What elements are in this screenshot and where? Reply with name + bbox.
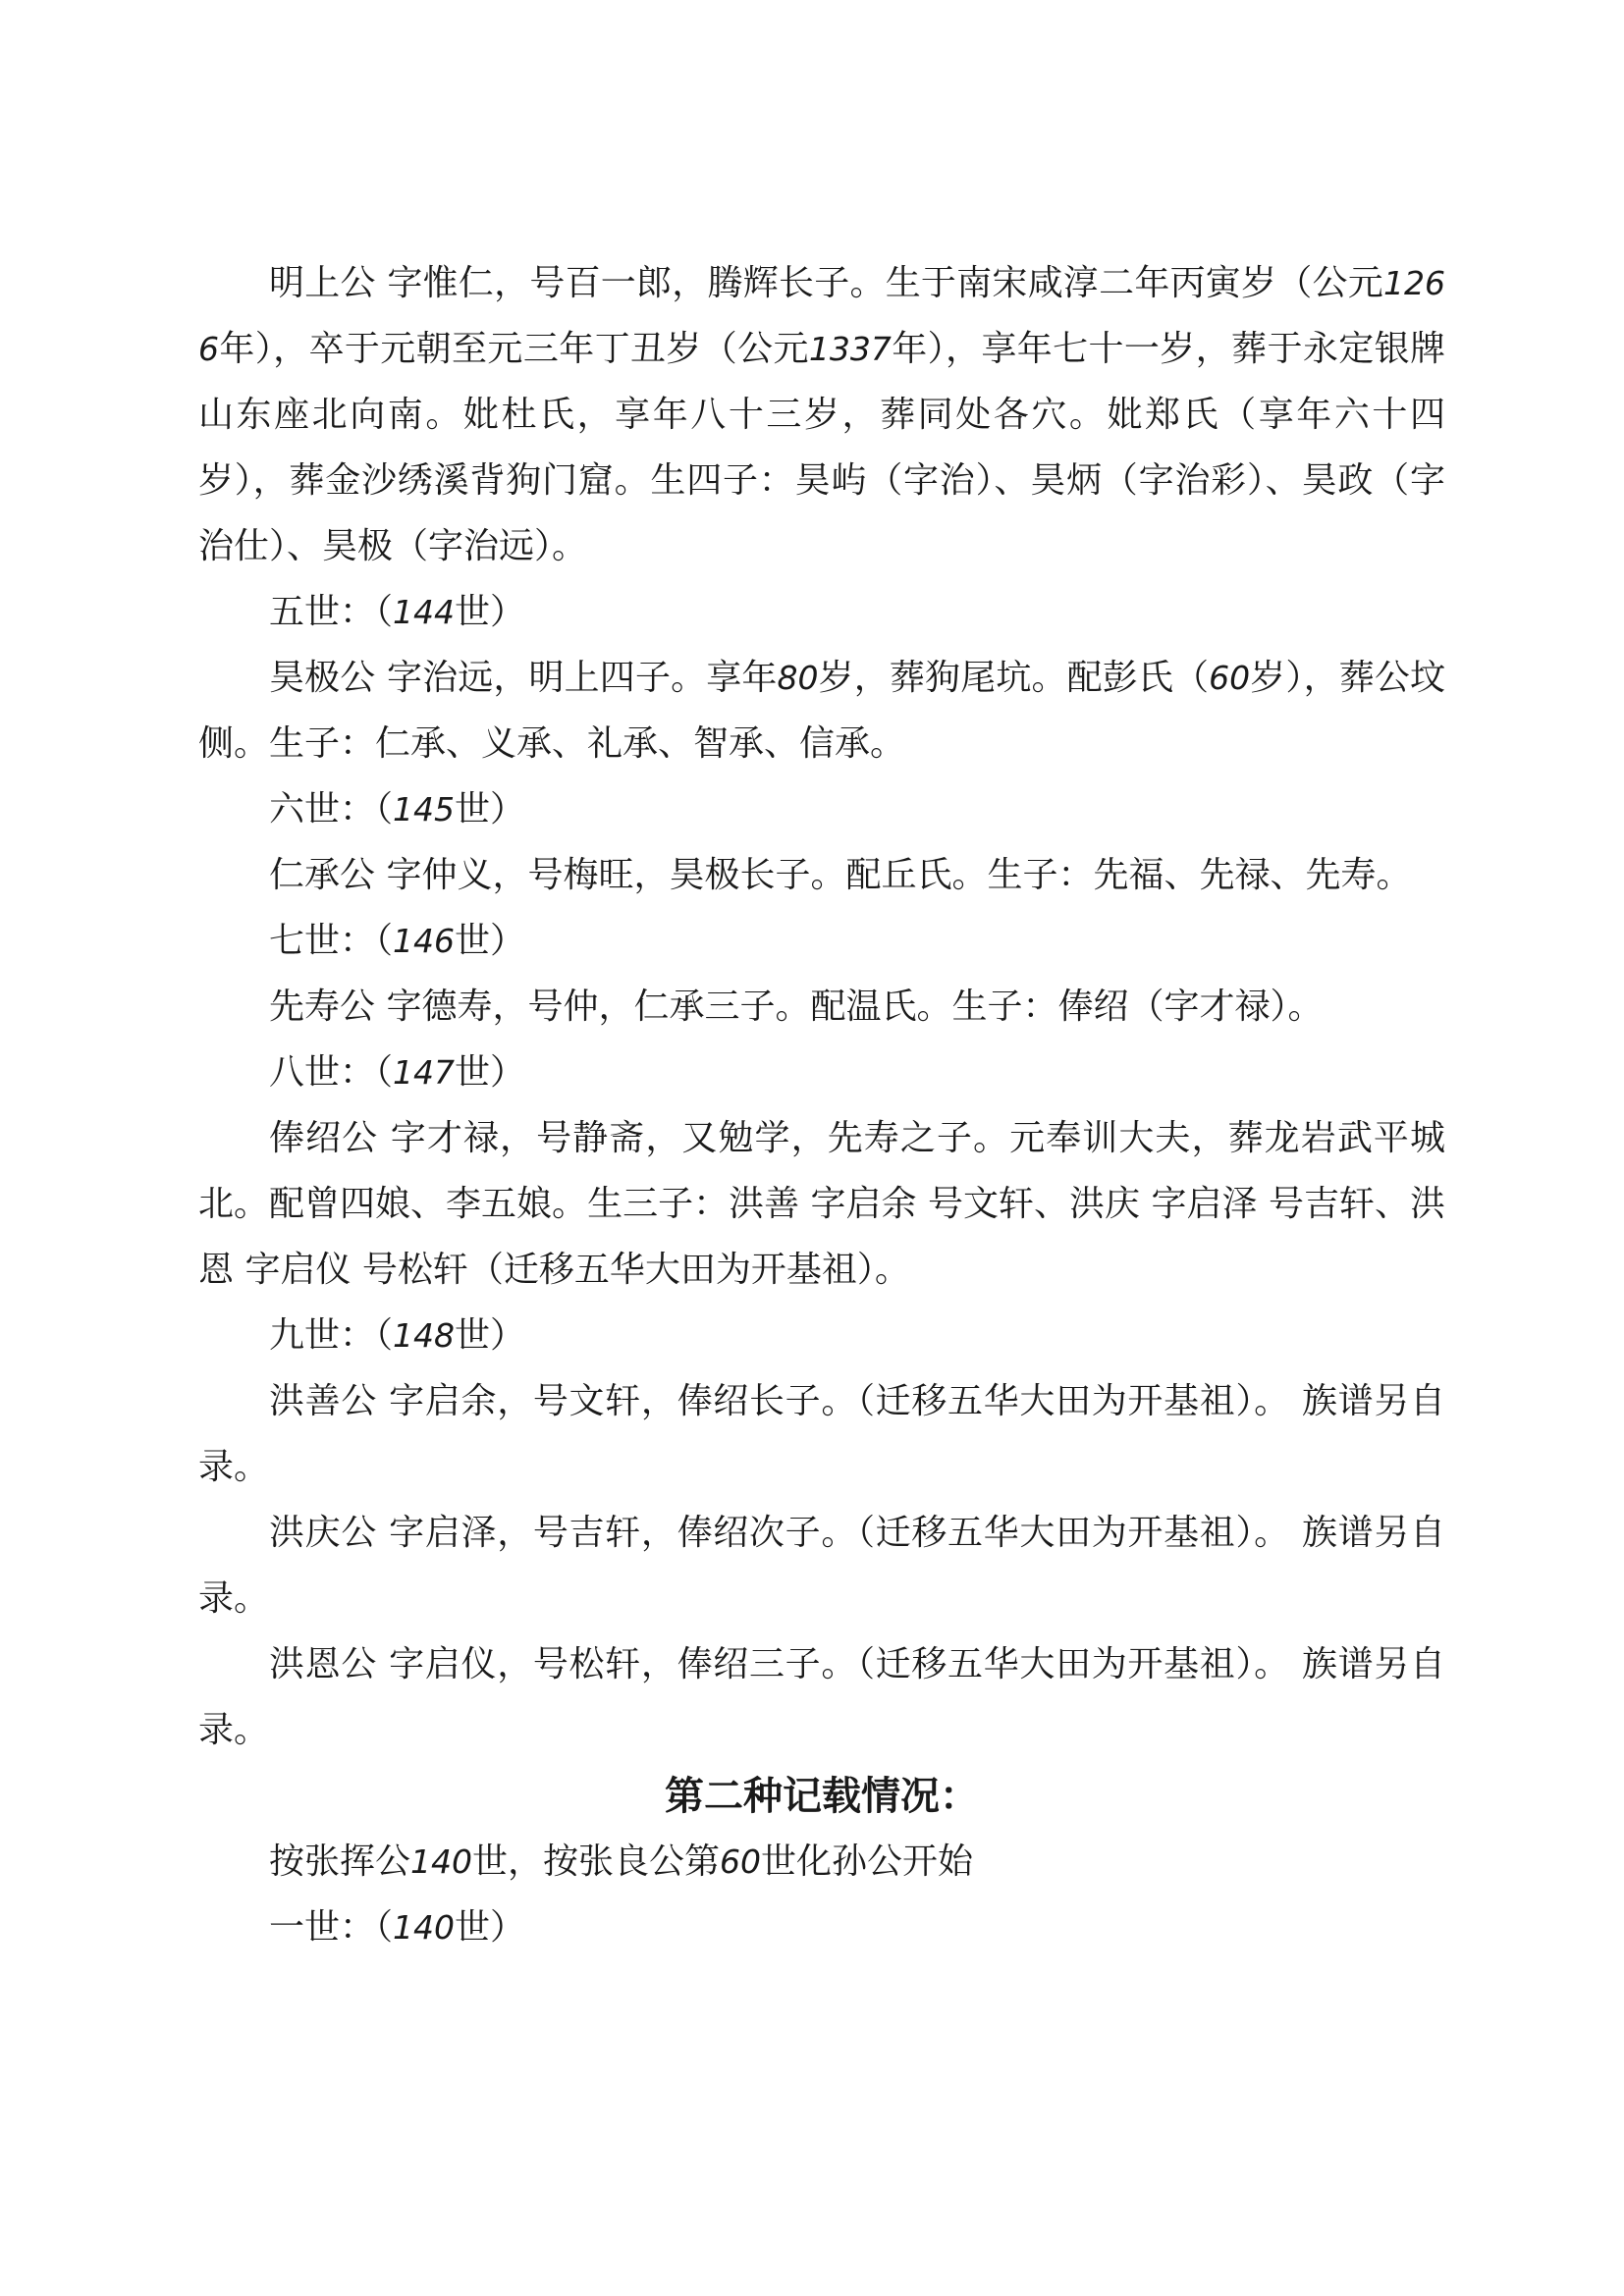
paragraph-note: 按张挥公140世，按张良公第60世化孙公开始 — [269, 1842, 974, 1882]
number-text: 144 — [393, 593, 456, 631]
number-text: 146 — [393, 922, 456, 960]
number-text: 60 — [1209, 659, 1251, 697]
paragraph-mingshang: 明上公 字惟仁，号百一郎，腾辉长子。生于南宋咸淳二年丙寅岁（公元1266年），卒于元朝至元三年丁丑岁（公元1337年），享年七十一岁，葬于永定银牌山东座北向南。妣杜氏，享年八十三岁，葬同处各穴。妣郑氏（享年六十四岁），葬金沙绣溪背狗门窟。生四子：昊屿（字治）、昊炳（字治彩）、昊政（字治仕）、昊极（字治远）。 — [198, 263, 1445, 566]
generation-heading-8: 八世：（147世） — [269, 1052, 526, 1093]
paragraph-fengshao: 俸绍公 字才禄，号静斋，又勉学，先寿之子。元奉训大夫，葬龙岩武平城北。配曾四娘、李五娘。生三子：洪善 字启余 号文轩、洪庆 字启泽 号吉轩、洪恩 字启仪 号松轩（迁移五华大田为开基祖）。 — [198, 1118, 1445, 1290]
number-text: 60 — [720, 1842, 762, 1881]
paragraph-xianshou: 先寿公 字德寿，号仲，仁承三子。配温氏。生子：俸绍（字才禄）。 — [269, 987, 1324, 1027]
number-text: 140 — [393, 1908, 456, 1947]
number-text: 148 — [393, 1316, 456, 1355]
generation-heading-5: 五世：（144世） — [269, 592, 526, 632]
number-text: 147 — [393, 1053, 456, 1092]
number-text: 80 — [777, 659, 819, 697]
section-heading: 第二种记载情况： — [665, 1773, 979, 1819]
generation-heading-1: 一世：（140世） — [269, 1907, 526, 1948]
generation-heading-7: 七世：（146世） — [269, 921, 526, 961]
number-text: 1266 — [198, 264, 1445, 368]
generation-heading-9: 九世：（148世） — [269, 1315, 526, 1356]
generation-heading-6: 六世：（145世） — [269, 789, 526, 829]
paragraph-hongen: 洪恩公 字启仪，号松轩，俸绍三子。（迁移五华大田为开基祖）。 族谱另自录。 — [198, 1644, 1445, 1750]
paragraph-rencheng: 仁承公 字仲义，号梅旺，昊极长子。配丘氏。生子：先福、先禄、先寿。 — [269, 855, 1412, 895]
number-text: 140 — [410, 1842, 473, 1881]
number-text: 145 — [393, 790, 456, 828]
paragraph-hongqing: 洪庆公 字启泽，号吉轩，俸绍次子。（迁移五华大田为开基祖）。 族谱另自录。 — [198, 1513, 1445, 1619]
paragraph-haoji: 昊极公 字治远，明上四子。享年80岁，葬狗尾坑。配彭氏（60岁），葬公坟侧。生子：仁承、义承、礼承、智承、信承。 — [198, 658, 1445, 764]
paragraph-hongshan: 洪善公 字启余，号文轩，俸绍长子。（迁移五华大田为开基祖）。 族谱另自录。 — [198, 1381, 1445, 1487]
number-text: 1337 — [808, 330, 892, 368]
document-page — [198, 250, 1445, 1960]
